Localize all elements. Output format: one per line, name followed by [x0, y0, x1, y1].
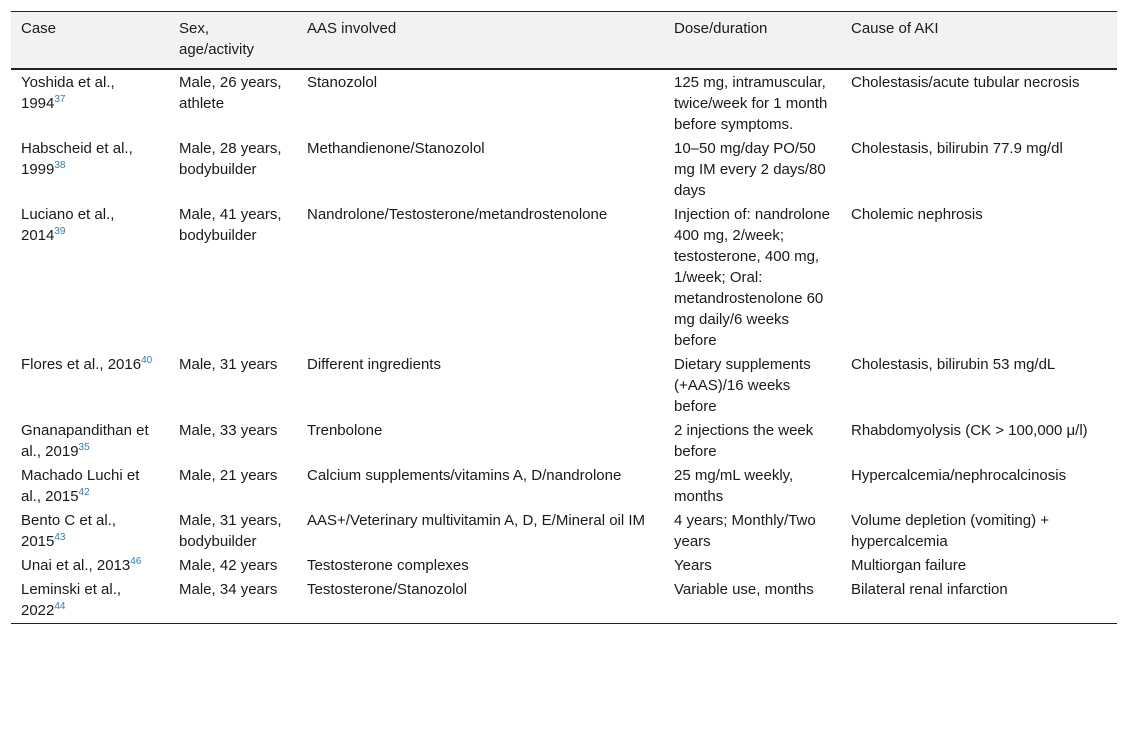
case-cell: [11, 353, 169, 419]
dose-cell: 10–50 mg/day PO/50 mg IM every 2 days/80 days: [674, 140, 826, 199]
sex-age-cell: Male, 31 years, bodybuilder: [179, 512, 282, 550]
case-cell: [11, 509, 169, 554]
cause-cell: Cholestasis/acute tubular necrosis: [851, 74, 1080, 91]
case-cell: [11, 419, 169, 464]
cause-cell: Hypercalcemia/nephrocalcinosis: [851, 467, 1067, 484]
sex-age-cell: Male, 31 years: [179, 356, 278, 373]
table-row: [11, 554, 1117, 578]
header-row: [11, 12, 1117, 70]
aki-cases-table-container: [11, 11, 1117, 624]
aas-cell: Methandienone/Stanozolol: [307, 140, 485, 157]
sex-age-cell: Male, 42 years: [179, 557, 278, 574]
reference-link[interactable]: 42: [78, 487, 90, 498]
case-text: Yoshida et al., 1994: [21, 74, 115, 112]
cause-cell: Rhabdomyolysis (CK > 100,000 μ/l): [851, 422, 1088, 439]
case-text: Habscheid et al., 1999: [21, 140, 133, 178]
case-text: Unai et al., 2013: [21, 557, 131, 574]
case-text: Machado Luchi et al., 2015: [21, 467, 140, 505]
sex-age-cell: Male, 21 years: [179, 467, 278, 484]
case-text: Bento C et al., 2015: [21, 512, 117, 550]
dose-cell: 125 mg, intramuscular, twice/week for 1 month before symptoms.: [674, 74, 828, 133]
aas-cell: Stanozolol: [307, 74, 378, 91]
case-text: Luciano et al., 2014: [21, 206, 115, 244]
reference-link[interactable]: 43: [54, 532, 66, 543]
aas-cell: Trenbolone: [307, 422, 383, 439]
sex-age-cell: Male, 34 years: [179, 581, 278, 598]
dose-cell: Years: [674, 557, 712, 574]
header-sex-age-activity: Sex, age/activity: [179, 20, 255, 58]
table-body: [11, 69, 1117, 624]
aas-cell: AAS+/Veterinary multivitamin A, D, E/Mineral oil IM: [307, 512, 646, 529]
sex-age-cell: Male, 33 years: [179, 422, 278, 439]
table-row: [11, 509, 1117, 554]
header-aas-involved: AAS involved: [307, 20, 397, 37]
header-case: Case: [21, 20, 57, 37]
aas-cell: Testosterone complexes: [307, 557, 469, 574]
header-cause-of-aki: Cause of AKI: [851, 20, 939, 37]
dose-cell: Injection of: nandrolone 400 mg, 2/week; testosterone, 400 mg, 1/week; Oral: metandrostenolone 60 mg daily/6 weeks before: [674, 206, 830, 349]
aas-cell: Different ingredients: [307, 356, 441, 373]
table-row: [11, 419, 1117, 464]
dose-cell: 25 mg/mL weekly, months: [674, 467, 794, 505]
table-row: [11, 203, 1117, 353]
cause-cell: Cholestasis, bilirubin 77.9 mg/dl: [851, 140, 1063, 157]
reference-link[interactable]: 44: [54, 601, 66, 612]
sex-age-cell: Male, 28 years, bodybuilder: [179, 140, 282, 178]
table-row: [11, 353, 1117, 419]
aki-cases-table: [11, 11, 1117, 624]
cause-cell: Bilateral renal infarction: [851, 581, 1008, 598]
dose-cell: 2 injections the week before: [674, 422, 814, 460]
table-row: [11, 464, 1117, 509]
table-row: [11, 137, 1117, 203]
aas-cell: Testosterone/Stanozolol: [307, 581, 468, 598]
header-dose-duration: Dose/duration: [674, 20, 768, 37]
aas-cell: Nandrolone/Testosterone/metandrostenolone: [307, 206, 608, 223]
table-row: [11, 69, 1117, 137]
table-row: [11, 578, 1117, 624]
aas-cell: Calcium supplements/vitamins A, D/nandrolone: [307, 467, 622, 484]
table-header: [11, 12, 1117, 70]
case-text: Gnanapandithan et al., 2019: [21, 422, 149, 460]
case-text: Flores et al., 2016: [21, 356, 142, 373]
case-cell: [11, 578, 169, 624]
sex-age-cell: Male, 41 years, bodybuilder: [179, 206, 282, 244]
case-cell: [11, 137, 169, 203]
case-cell: [11, 554, 169, 578]
reference-link[interactable]: 40: [141, 355, 153, 366]
case-cell: [11, 69, 169, 137]
dose-cell: Variable use, months: [674, 581, 814, 598]
sex-age-cell: Male, 26 years, athlete: [179, 74, 282, 112]
cause-cell: Cholemic nephrosis: [851, 206, 983, 223]
dose-cell: 4 years; Monthly/Two years: [674, 512, 816, 550]
case-cell: [11, 203, 169, 353]
cause-cell: Volume depletion (vomiting) + hypercalcemia: [851, 512, 1050, 550]
reference-link[interactable]: 39: [54, 226, 66, 237]
reference-link[interactable]: 37: [54, 94, 66, 105]
cause-cell: Multiorgan failure: [851, 557, 967, 574]
cause-cell: Cholestasis, bilirubin 53 mg/dL: [851, 356, 1056, 373]
case-text: Leminski et al., 2022: [21, 581, 122, 619]
case-cell: [11, 464, 169, 509]
reference-link[interactable]: 46: [130, 556, 142, 567]
reference-link[interactable]: 35: [78, 442, 90, 453]
dose-cell: Dietary supplements (+AAS)/16 weeks before: [674, 356, 811, 415]
reference-link[interactable]: 38: [54, 160, 66, 171]
